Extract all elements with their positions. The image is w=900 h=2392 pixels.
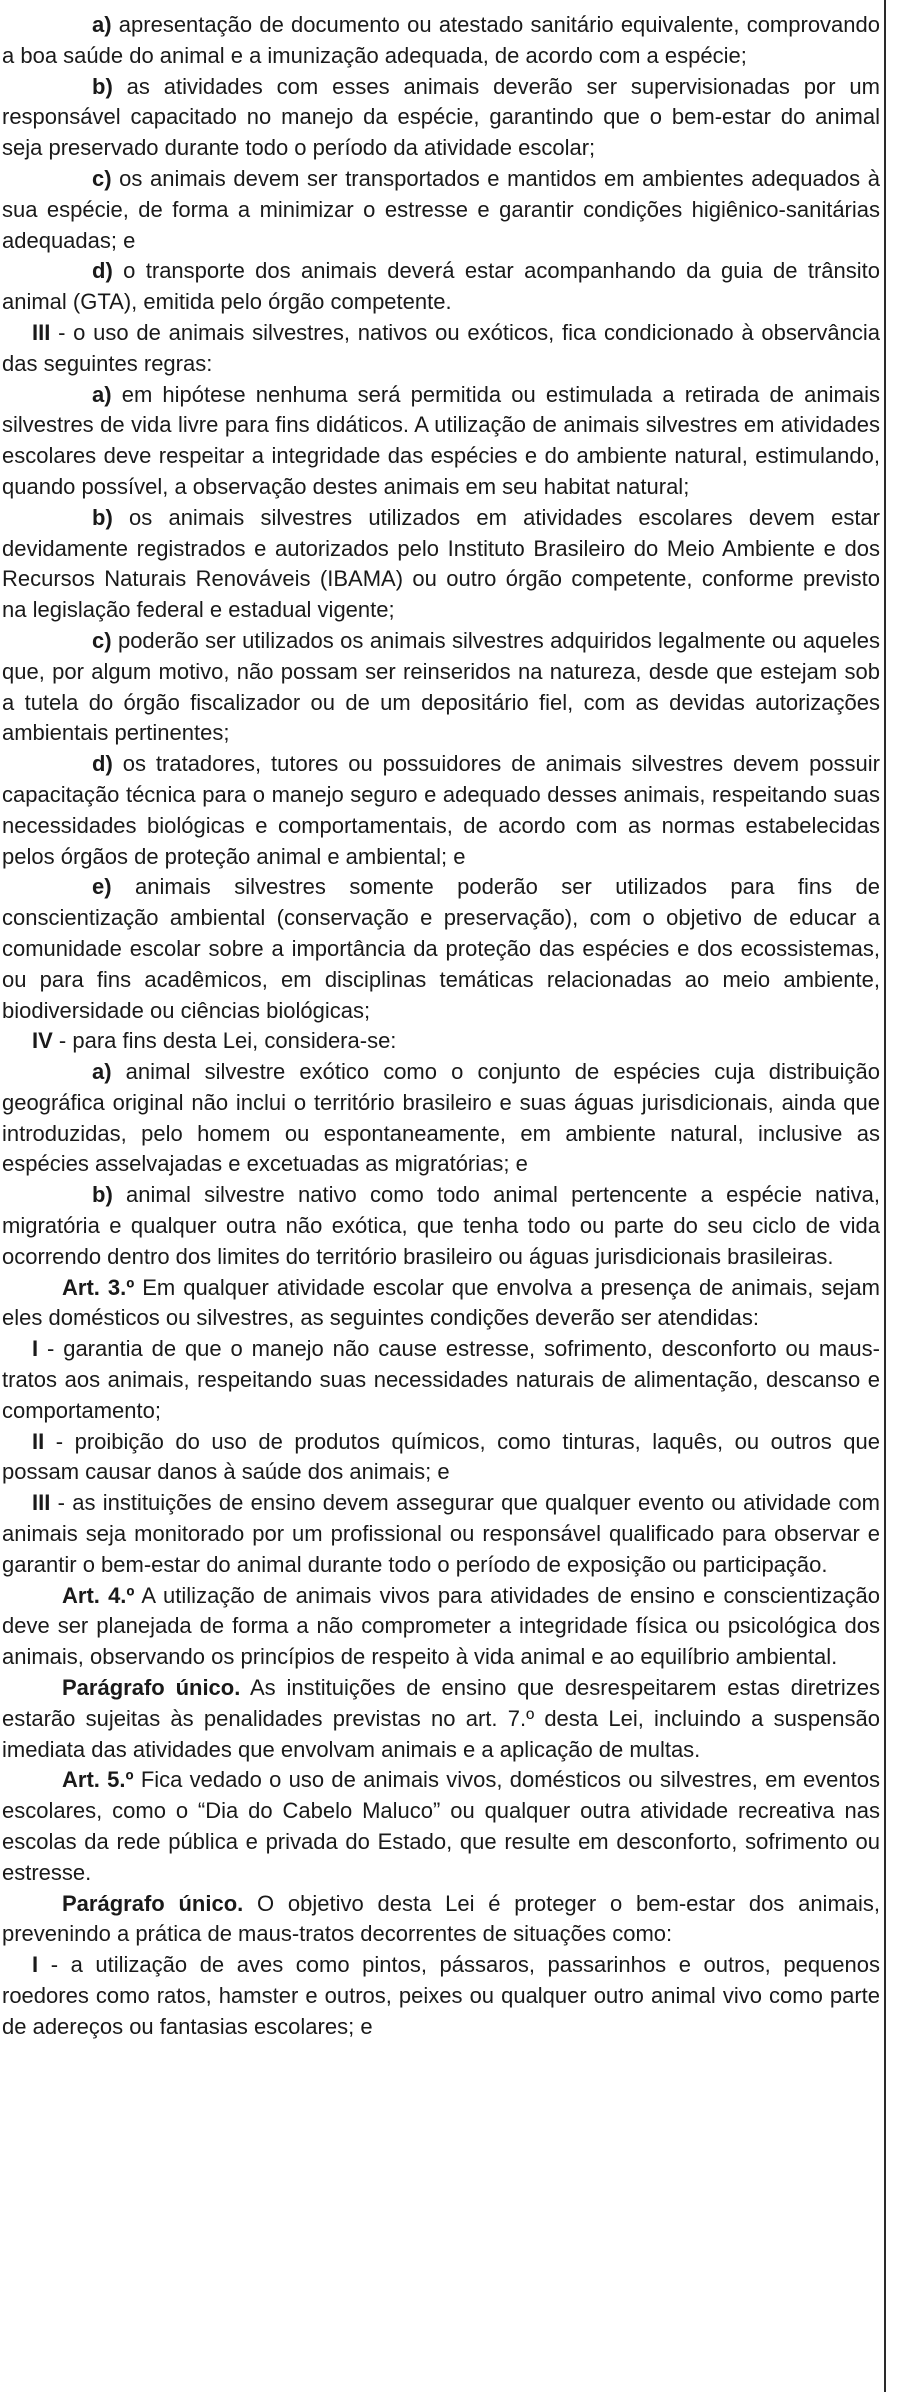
- paragraph-inciso-ii: [2, 1427, 880, 1489]
- paragraph-alinea-b: [2, 1180, 880, 1272]
- paragraph-label: c): [92, 165, 112, 191]
- paragraph-alinea-a: [2, 1057, 880, 1180]
- paragraph-alinea-b: [2, 72, 880, 164]
- paragraph-inciso-i: [2, 1334, 880, 1426]
- paragraph-text: os tratadores, tutores ou possuidores de animais silvestres devem possuir capacitação técnica para o manejo seguro e adequado desses animais, respeitando suas necessidades biológicas e comportamentais, de acordo com as normas estabelecidas pelos órgãos de proteção animal e ambiental; e: [2, 751, 880, 869]
- paragraph-label: d): [92, 751, 113, 777]
- paragraph-text: os animais devem ser transportados e mantidos em ambientes adequados à sua espécie, de forma a minimizar o estresse e garantir condições higiênico-sanitárias adequadas; e: [2, 165, 880, 253]
- paragraph-text: O objetivo desta Lei é proteger o bem-estar dos animais, prevenindo a prática de maus-tratos decorrentes de situações como:: [2, 1890, 881, 1947]
- paragraph-label: e): [92, 874, 112, 900]
- paragraph-label: Art. 3.º: [62, 1274, 135, 1300]
- paragraph-text: - o uso de animais silvestres, nativos ou exóticos, fica condicionado à observância das seguintes regras:: [2, 319, 880, 376]
- paragraph-text: As instituições de ensino que desrespeitarem estas diretrizes estarão sujeitas às penalidades previstas no art. 7.º desta Lei, incluindo a suspensão imediata das atividades que envolvam animais e a aplicação de multas.: [2, 1675, 880, 1762]
- paragraph-label: III: [32, 319, 51, 345]
- paragraph-text: em hipótese nenhuma será permitida ou estimulada a retirada de animais silvestres de vida livre para fins didáticos. A utilização de animais silvestres em atividades escolares deve respeitar a integridade das espécies e do ambiente natural, estimulando, quando possível, a observação destes animais em seu habitat natural;: [2, 381, 880, 499]
- paragraph-text: animal silvestre exótico como o conjunto de espécies cuja distribuição geográfica original não inclui o território brasileiro e suas águas jurisdicionais, ainda que introduzidas, pelo homem ou espontaneamente, em ambiente natural, inclusive as espécies asselvajadas e excetuadas as migratórias; e: [2, 1059, 880, 1177]
- paragraph-text: - para fins desta Lei, considera-se:: [52, 1028, 397, 1054]
- paragraph-inciso-i: [2, 1950, 880, 2042]
- paragraph-label: I: [32, 1336, 39, 1362]
- paragraph-inciso-iii: [2, 1488, 880, 1580]
- paragraph-label: Parágrafo único.: [62, 1675, 241, 1701]
- paragraph-label: IV: [32, 1028, 53, 1054]
- paragraph-text: - proibição do uso de produtos químicos, como tinturas, laquês, ou outros que possam causar danos à saúde dos animais; e: [2, 1428, 880, 1485]
- paragraph-label: Art. 4.º: [62, 1582, 135, 1608]
- paragraph-alinea-d: [2, 749, 880, 872]
- paragraph-label: d): [92, 258, 113, 284]
- paragraph-text: A utilização de animais vivos para atividades de ensino e conscientização deve ser planejada de forma a não comprometer a integridade física ou psicológica dos animais, observando os princípios de respeito à vida animal e ao equilíbrio ambiental.: [2, 1582, 880, 1670]
- paragraph-text: o transporte dos animais deverá estar acompanhando da guia de trânsito animal (GTA), emitida pelo órgão competente.: [2, 258, 880, 315]
- paragraph-label: Art. 5.º: [62, 1767, 134, 1793]
- column-divider-line: [884, 0, 886, 2392]
- paragraph-label: a): [92, 381, 112, 407]
- paragraph-label: II: [32, 1428, 45, 1454]
- paragraph-label: a): [92, 1059, 112, 1085]
- paragraph-alinea-b: [2, 503, 880, 626]
- paragraph-alinea-c: [2, 164, 880, 256]
- paragraph-article-3: [2, 1273, 880, 1335]
- paragraph-article-5: [2, 1765, 880, 1888]
- paragraph-label: b): [92, 504, 113, 530]
- paragraph-text: animal silvestre nativo como todo animal pertencente a espécie nativa, migratória e qualquer outra não exótica, que tenha todo ou parte do seu ciclo de vida ocorrendo dentro dos limites do território brasileiro ou águas jurisdicionais brasileiras.: [2, 1182, 880, 1269]
- paragraph-text: poderão ser utilizados os animais silvestres adquiridos legalmente ou aqueles que, por algum motivo, não possam ser reinseridos na natureza, desde que estejam sob a tutela do órgão fiscalizador ou de um depositário fiel, com as devidas autorizações ambientais pertinentes;: [2, 627, 880, 746]
- paragraph-label: b): [92, 1182, 113, 1208]
- paragraph-text: apresentação de documento ou atestado sanitário equivalente, comprovando a boa saúde do animal e a imunização adequada, de acordo com a espécie;: [2, 12, 880, 68]
- paragraph-single-paragraph: [2, 1673, 880, 1765]
- paragraph-text: Em qualquer atividade escolar que envolva a presença de animais, sejam eles domésticos ou silvestres, as seguintes condições deverão ser atendidas:: [2, 1274, 880, 1331]
- paragraph-inciso-iv: [2, 1026, 880, 1057]
- paragraph-text: - as instituições de ensino devem assegurar que qualquer evento ou atividade com animais seja monitorado por um profissional ou responsável qualificado para observar e garantir o bem-estar do animal durante todo o período de exposição ou participação.: [2, 1490, 880, 1577]
- paragraph-text: animais silvestres somente poderão ser utilizados para fins de conscientização ambiental (conservação e preservação), com o objetivo de educar a comunidade escolar sobre a importância da proteção das espécies e dos ecossistemas, ou para fins acadêmicos, em disciplinas temáticas relacionadas ao meio ambiente, biodiversidade ou ciências biológicas;: [2, 874, 880, 1023]
- paragraph-text: - garantia de que o manejo não cause estresse, sofrimento, desconforto ou maus-tratos aos animais, respeitando suas necessidades naturais de alimentação, descanso e comportamento;: [2, 1336, 880, 1423]
- paragraph-label: I: [32, 1952, 39, 1978]
- paragraph-text: as atividades com esses animais deverão ser supervisionadas por um responsável capacitado no manejo da espécie, garantindo que o bem-estar do animal seja preservado durante todo o período da atividade escolar;: [2, 73, 880, 161]
- paragraph-text: Fica vedado o uso de animais vivos, domésticos ou silvestres, em eventos escolares, como o “Dia do Cabelo Maluco” ou qualquer outra atividade recreativa nas escolas da rede pública e privada do Estado, que resulte em desconforto, sofrimento ou estresse.: [2, 1767, 880, 1885]
- paragraph-label: b): [92, 73, 113, 99]
- paragraph-alinea-c: [2, 626, 880, 749]
- paragraph-label: III: [32, 1490, 51, 1516]
- paragraph-single-paragraph: [2, 1889, 880, 1951]
- paragraph-text: os animais silvestres utilizados em atividades escolares devem estar devidamente registrados e autorizados pelo Instituto Brasileiro do Meio Ambiente e dos Recursos Naturais Renováveis (IBAMA) ou outro órgão competente, conforme previsto na legislação federal e estadual vigente;: [2, 504, 880, 623]
- paragraph-label: c): [92, 627, 112, 653]
- paragraph-label: Parágrafo único.: [62, 1890, 244, 1916]
- paragraph-alinea-a: [2, 10, 880, 72]
- paragraph-alinea-d: [2, 256, 880, 318]
- paragraph-inciso-iii: [2, 318, 880, 380]
- paragraph-article-4: [2, 1581, 880, 1673]
- paragraph-text: - a utilização de aves como pintos, pássaros, passarinhos e outros, pequenos roedores como ratos, hamster e outros, peixes ou qualquer outro animal vivo como parte de adereços ou fantasias escolares; e: [2, 1952, 880, 2039]
- paragraph-alinea-a: [2, 380, 880, 503]
- paragraph-label: a): [92, 12, 112, 37]
- paragraph-alinea-e: [2, 872, 880, 1026]
